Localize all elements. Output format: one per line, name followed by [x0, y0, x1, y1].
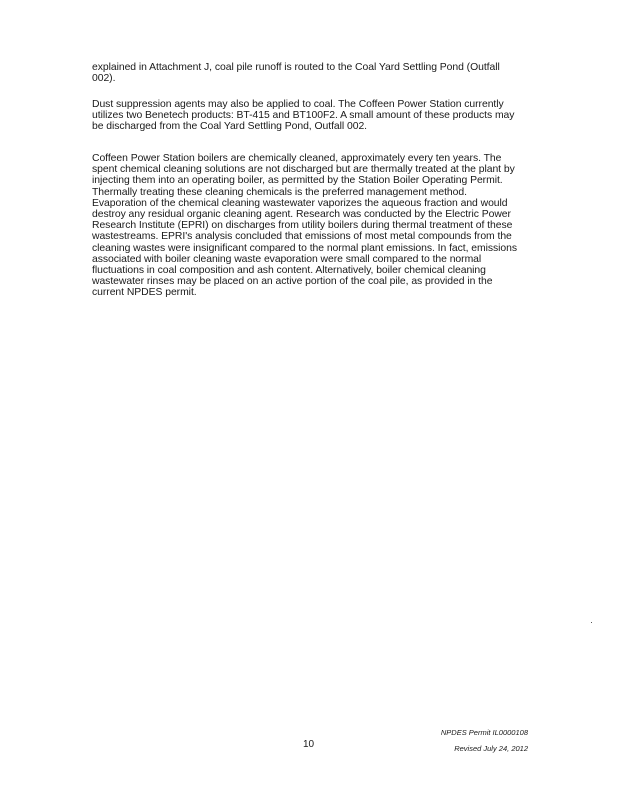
footer-permit-number: NPDES Permit IL0000108 — [440, 728, 528, 737]
footer-revision-date: Revised July 24, 2012 — [454, 744, 528, 753]
paragraph-boiler-cleaning: Coffeen Power Station boilers are chemically cleaned, approximately every ten years. The spent chemical cleaning solutions are not discharged but are thermally treated at the plant by injecting them into an operating boiler, as permitted by the Station Boiler Operating Permit. Thermally treating these cleaning chemicals is the preferred management method. Evaporation of the chemical cleaning wastewater vaporizes the aqueous fraction and would destroy any residual organic cleaning agent. Research was conducted by the Electric Power Research Institute (EPRI) on discharges from utility boilers during thermal treatment of these wastestreams. EPRI's analysis concluded that emissions of most metal compounds from the cleaning wastes were insignificant compared to the normal plant emissions. In fact, emissions associated with boiler cleaning waste evaporation were small compared to the normal fluctuations in coal composition and ash content. Alternatively, boiler chemical cleaning wastewater rinses may be placed on an active portion of the coal pile, as provided in the current NPDES permit. — [92, 153, 518, 299]
scan-speck — [591, 622, 592, 623]
paragraph-outfall-continuation: explained in Attachment J, coal pile runoff is routed to the Coal Yard Settling Pond (Outfall 002). — [92, 62, 500, 85]
paragraph-dust-suppression: Dust suppression agents may also be applied to coal. The Coffeen Power Station currently utilizes two Benetech products: BT-415 and BT100F2. A small amount of these products may be discharged from the Coal Yard Settling Pond, Outfall 002. — [92, 99, 515, 133]
page-number: 10 — [303, 739, 315, 750]
